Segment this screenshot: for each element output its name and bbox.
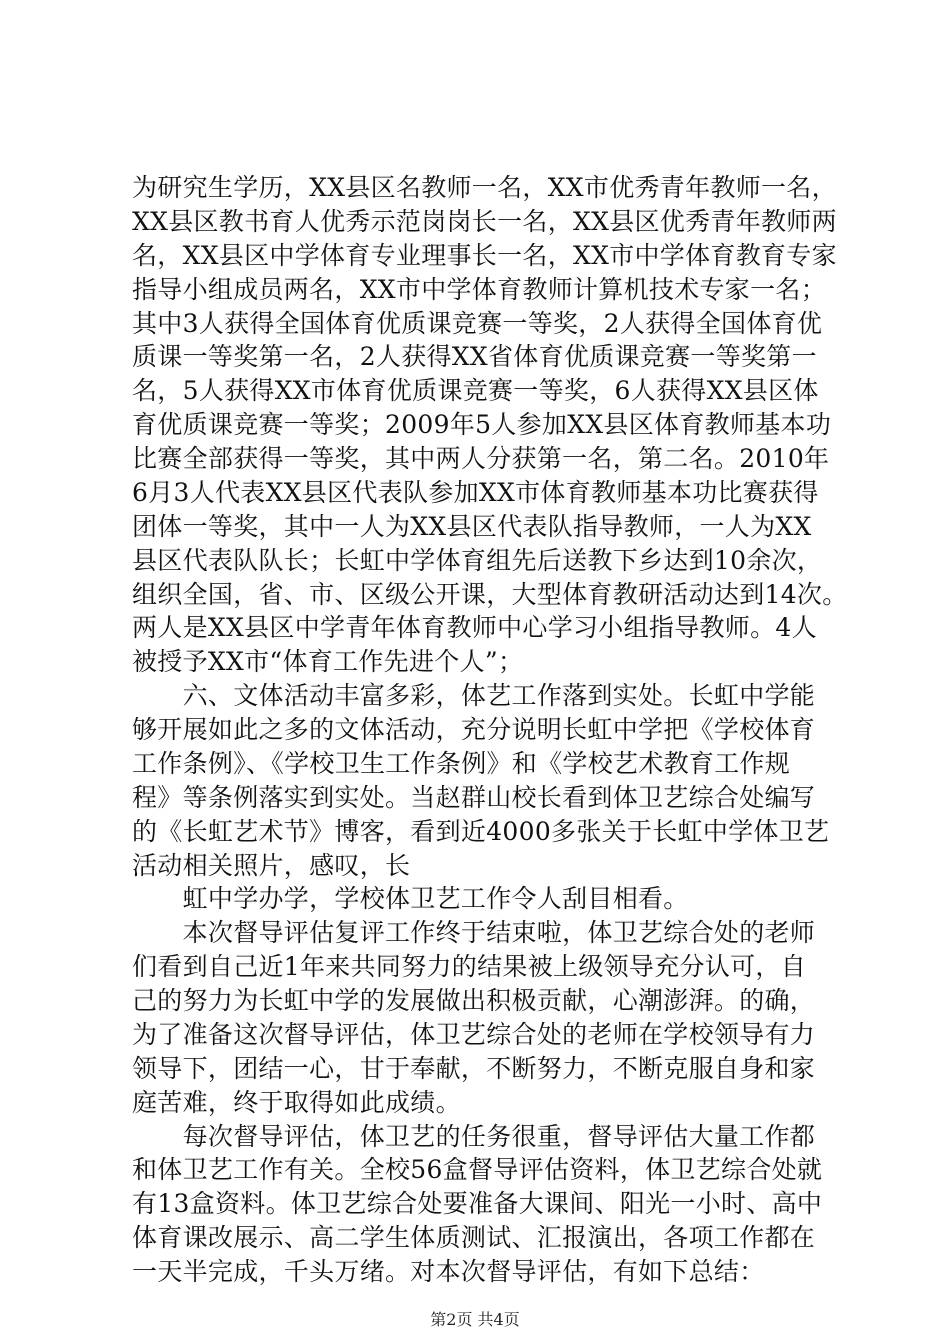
body-text-line: 其中3人获得全国体育优质课竞赛一等奖，2人获得全国体育优 xyxy=(132,309,823,338)
body-text-line: 质课一等奖第一名，2人获得XX省体育优质课竞赛一等奖第一 xyxy=(132,342,817,371)
body-text-line: 一天半完成，千头万绪。对本次督导评估，有如下总结： xyxy=(132,1257,765,1286)
body-text-line: 虹中学办学，学校体卫艺工作令人刮目相看。 xyxy=(132,884,689,913)
body-text-line: 本次督导评估复评工作终于结束啦，体卫艺综合处的老师 xyxy=(132,918,816,947)
body-text-line: 有13盒资料。体卫艺综合处要准备大课间、阳光一小时、高中 xyxy=(132,1189,823,1218)
body-text-line: 领导下，团结一心，甘于奉献，不断努力，不断克服自身和家 xyxy=(132,1054,816,1083)
body-text-line: 被授予XX市“体育工作先进个人”； xyxy=(132,647,524,676)
body-text-line: 为了准备这次督导评估，体卫艺综合处的老师在学校领导有力 xyxy=(132,1020,816,1049)
body-text-line: 县区代表队队长；长虹中学体育组先后送教下乡达到10余次， xyxy=(132,546,823,575)
body-text-line: 指导小组成员两名，XX市中学体育教师计算机技术专家一名； xyxy=(132,275,826,304)
body-text-line: 和体卫艺工作有关。全校56盒督导评估资料，体卫艺综合处就 xyxy=(132,1155,823,1184)
body-text-line: 够开展如此之多的文体活动，充分说明长虹中学把《学校体育 xyxy=(132,715,816,744)
body-text-line: 为研究生学历，XX县区名教师一名，XX市优秀青年教师一名， xyxy=(132,173,837,202)
body-text-line: 己的努力为长虹中学的发展做出积极贡献，心潮澎湃。的确， xyxy=(132,986,816,1015)
body-text-line: 程》等条例落实到实处。当赵群山校长看到体卫艺综合处编写 xyxy=(132,783,816,812)
body-text-line: 体育课改展示、高二学生体质测试、汇报演出，各项工作都在 xyxy=(132,1223,816,1252)
body-text-line: 们看到自己近1年来共同努力的结果被上级领导充分认可，自 xyxy=(132,952,807,981)
body-text-line: 的《长虹艺术节》博客，看到近4000多张关于长虹中学体卫艺 xyxy=(132,817,830,846)
body-text-line: 团体一等奖，其中一人为XX县区代表队指导教师，一人为XX xyxy=(132,512,812,541)
body-text-line: 育优质课竞赛一等奖；2009年5人参加XX县区体育教师基本功 xyxy=(132,410,832,439)
body-text-line: XX县区教书育人优秀示范岗岗长一名，XX县区优秀青年教师两 xyxy=(132,207,837,236)
body-text-line: 比赛全部获得一等奖，其中两人分获第一名，第二名。2010年 xyxy=(132,444,830,473)
body-text-line: 六、文体活动丰富多彩，体艺工作落到实处。长虹中学能 xyxy=(132,681,816,710)
body-text-line: 6月3人代表XX县区代表队参加XX市体育教师基本功比赛获得 xyxy=(132,478,819,507)
body-text-line: 活动相关照片，感叹，长 xyxy=(132,851,411,880)
body-text-line: 组织全国，省、市、区级公开课，大型体育教研活动达到14次。 xyxy=(132,580,848,609)
body-text-line: 每次督导评估，体卫艺的任务很重，督导评估大量工作都 xyxy=(132,1122,816,1151)
body-text-line: 名，XX县区中学体育专业理事长一名，XX市中学体育教育专家 xyxy=(132,241,837,270)
page-number-footer: 第2页 共4页 xyxy=(430,1310,520,1329)
body-text-line: 庭苦难，终于取得如此成绩。 xyxy=(132,1088,461,1117)
body-text-line: 名，5人获得XX市体育优质课竞赛一等奖，6人获得XX县区体 xyxy=(132,376,819,405)
body-text-line: 工作条例》、《学校卫生工作条例》和《学校艺术教育工作规 xyxy=(132,749,791,778)
body-text-line: 两人是XX县区中学青年体育教师中心学习小组指导教师。4人 xyxy=(132,613,817,642)
